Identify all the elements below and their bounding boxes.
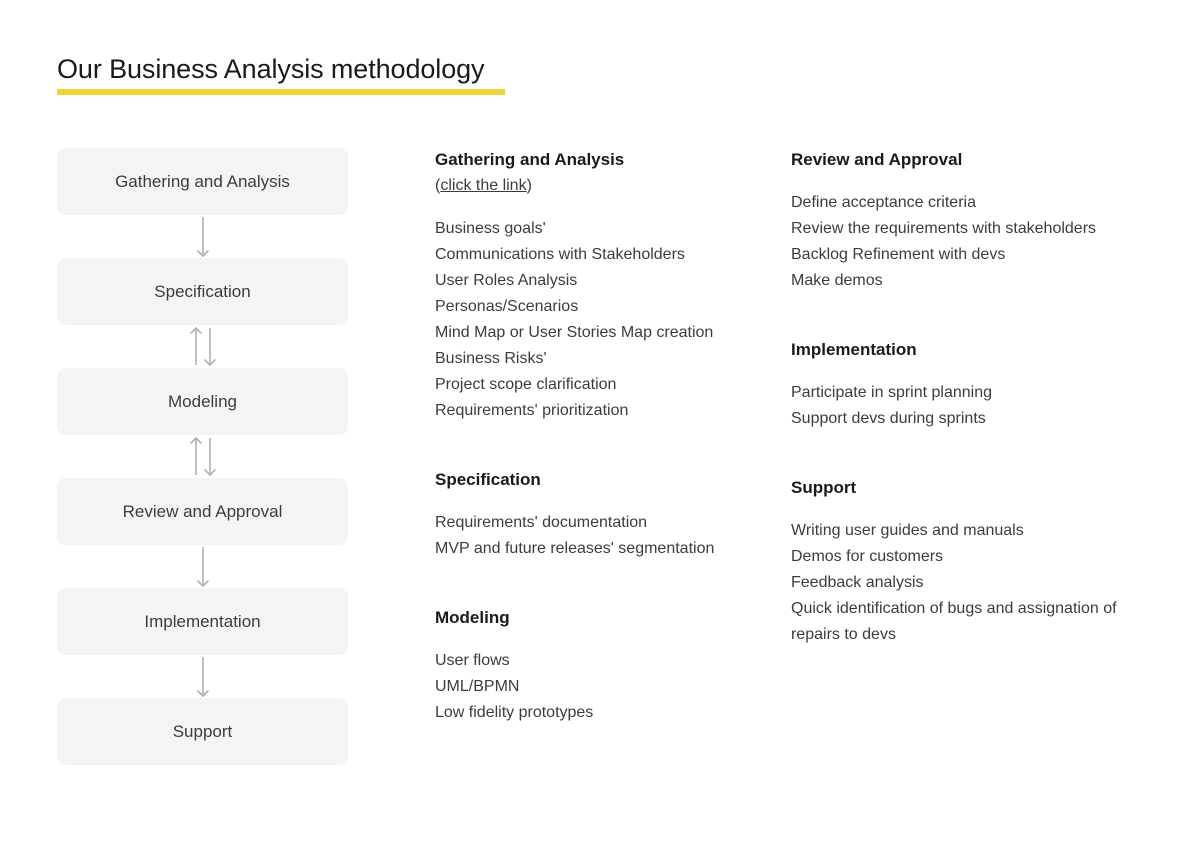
detail-item-list bbox=[435, 648, 765, 726]
detail-section-title: Implementation bbox=[791, 340, 917, 359]
detail-item: User Roles Analysis bbox=[435, 272, 578, 289]
subtitle-open-paren: ( bbox=[435, 177, 441, 194]
detail-item: Quick identification of bugs and assignation of repairs to devs bbox=[791, 600, 1117, 643]
flow-step-box[interactable] bbox=[57, 258, 348, 325]
detail-item-list bbox=[791, 518, 1151, 648]
detail-item-list bbox=[435, 216, 765, 424]
detail-item: Define acceptance criteria bbox=[791, 194, 976, 211]
detail-section bbox=[791, 148, 1151, 294]
flow-step-box[interactable] bbox=[57, 368, 348, 435]
detail-section bbox=[435, 148, 765, 424]
detail-section-subtitle bbox=[435, 174, 765, 198]
detail-section-title: Review and Approval bbox=[791, 150, 963, 169]
process-flow-diagram bbox=[57, 148, 348, 765]
bidirectional-arrow-icon bbox=[181, 325, 225, 368]
down-arrow-icon bbox=[181, 545, 225, 588]
detail-item: Business Risks' bbox=[435, 350, 547, 367]
flow-connector bbox=[57, 545, 348, 588]
detail-item: Writing user guides and manuals bbox=[791, 522, 1024, 539]
flow-step-box[interactable] bbox=[57, 588, 348, 655]
flow-step-box[interactable] bbox=[57, 698, 348, 765]
subtitle-close-paren: ) bbox=[526, 177, 532, 194]
detail-section-title: Support bbox=[791, 478, 857, 497]
detail-item: UML/BPMN bbox=[435, 678, 520, 695]
bidirectional-arrow-icon bbox=[181, 435, 225, 478]
detail-item: Low fidelity prototypes bbox=[435, 704, 594, 721]
detail-item: Communications with Stakeholders bbox=[435, 246, 685, 263]
detail-item: Participate in sprint planning bbox=[791, 384, 993, 401]
title-underline-accent bbox=[57, 89, 505, 95]
down-arrow-icon bbox=[181, 655, 225, 698]
detail-section bbox=[791, 476, 1151, 648]
flow-step-label: Modeling bbox=[168, 391, 237, 411]
detail-item: User flows bbox=[435, 652, 510, 669]
detail-item: Feedback analysis bbox=[791, 574, 924, 591]
flow-connector bbox=[57, 215, 348, 258]
right-detail-column bbox=[791, 148, 1151, 648]
detail-section bbox=[435, 606, 765, 726]
detail-item-list bbox=[791, 190, 1151, 294]
detail-section-title: Gathering and Analysis bbox=[435, 150, 625, 169]
detail-item: Personas/Scenarios bbox=[435, 298, 579, 315]
detail-item-list bbox=[435, 510, 765, 562]
detail-item: Business goals' bbox=[435, 220, 546, 237]
detail-item: Project scope clarification bbox=[435, 376, 617, 393]
flow-step-label: Review and Approval bbox=[122, 501, 283, 521]
page-header bbox=[57, 52, 505, 95]
flow-step-label: Support bbox=[172, 721, 233, 741]
detail-item: MVP and future releases' segmentation bbox=[435, 540, 715, 557]
flow-connector bbox=[57, 435, 348, 478]
detail-section-title: Modeling bbox=[435, 608, 510, 627]
flow-step-box[interactable] bbox=[57, 148, 348, 215]
page-title: Our Business Analysis methodology bbox=[57, 54, 485, 84]
flow-connector bbox=[57, 655, 348, 698]
down-arrow-icon bbox=[181, 215, 225, 258]
middle-detail-column bbox=[435, 148, 765, 726]
flow-step-label: Gathering and Analysis bbox=[115, 171, 290, 191]
detail-item: Requirements' prioritization bbox=[435, 402, 629, 419]
flow-step-label: Specification bbox=[154, 281, 251, 301]
flow-connector bbox=[57, 325, 348, 368]
detail-item: Backlog Refinement with devs bbox=[791, 246, 1006, 263]
detail-item-list bbox=[791, 380, 1151, 432]
detail-item: Make demos bbox=[791, 272, 883, 289]
detail-section bbox=[435, 468, 765, 562]
click-the-link-link[interactable]: click the link bbox=[440, 177, 527, 194]
detail-item: Requirements' documentation bbox=[435, 514, 648, 531]
detail-item: Mind Map or User Stories Map creation bbox=[435, 324, 714, 341]
detail-item: Support devs during sprints bbox=[791, 410, 986, 427]
detail-section bbox=[791, 338, 1151, 432]
detail-item: Demos for customers bbox=[791, 548, 944, 565]
detail-item: Review the requirements with stakeholders bbox=[791, 220, 1097, 237]
flow-step-box[interactable] bbox=[57, 478, 348, 545]
detail-section-title: Specification bbox=[435, 470, 541, 489]
flow-step-label: Implementation bbox=[144, 611, 261, 631]
